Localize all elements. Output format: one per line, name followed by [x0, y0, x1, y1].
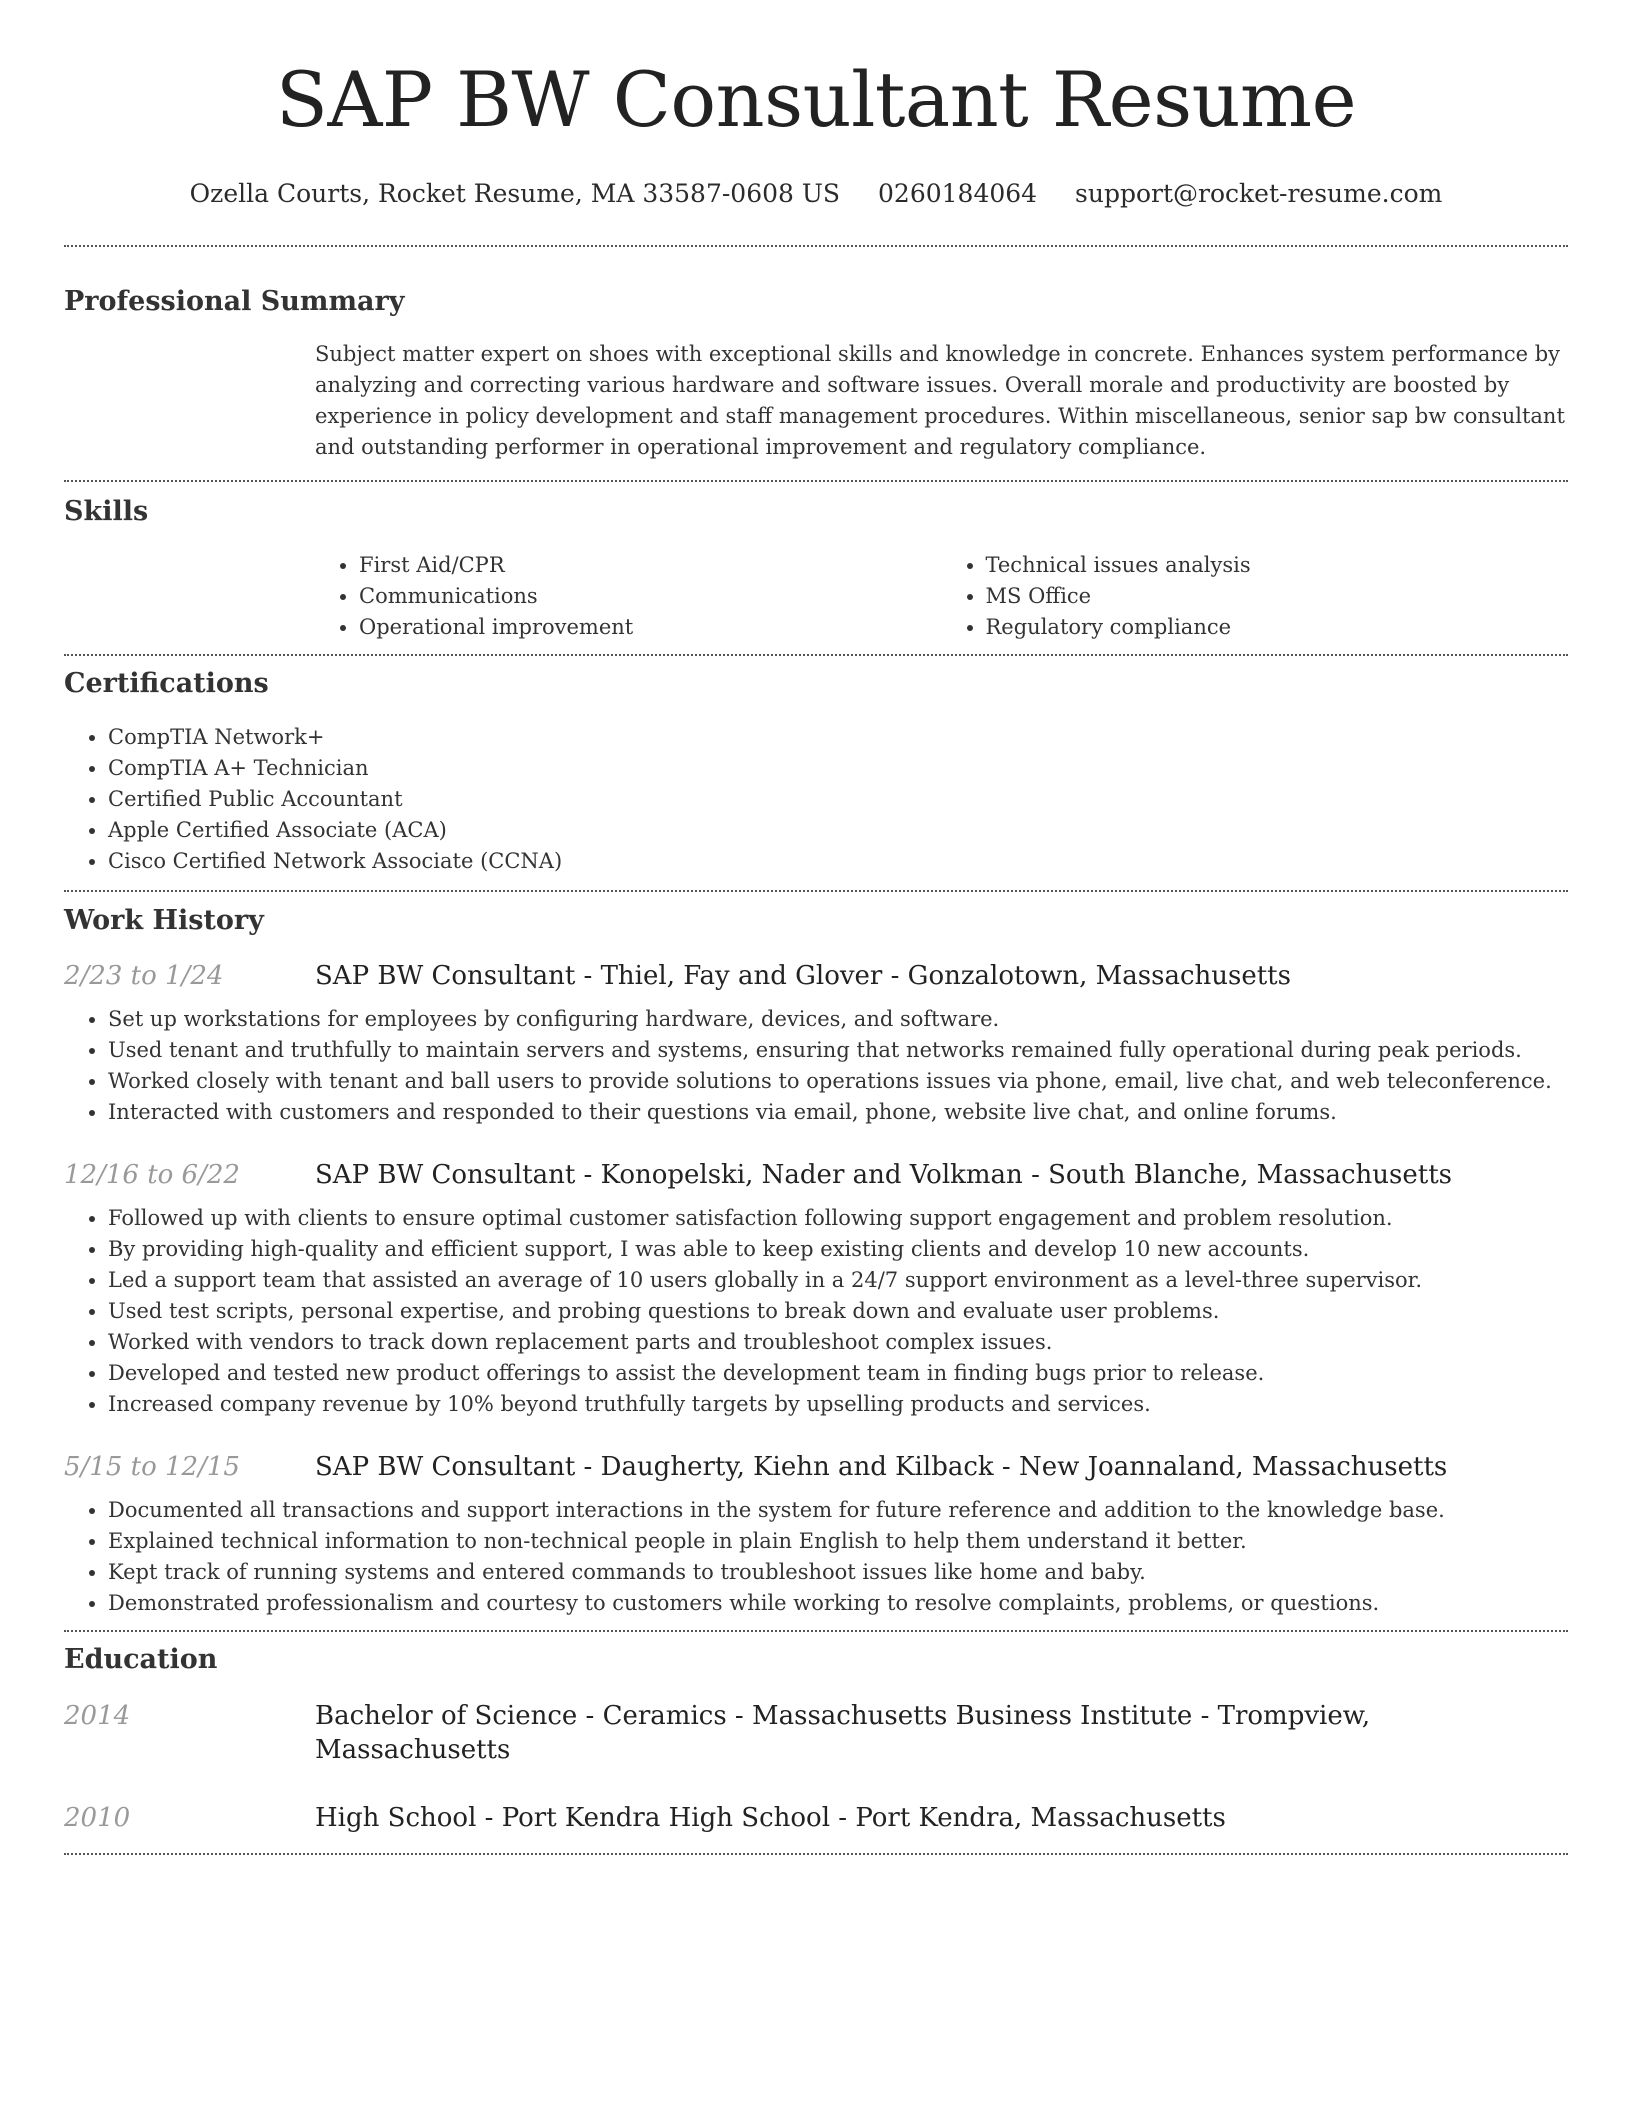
job-bullet: • Set up workstations for employees by configuring hardware, devices, and software.	[108, 1004, 1568, 1035]
job-header	[64, 1158, 1568, 1192]
contact-phone: 0260184064	[878, 179, 1038, 208]
job-header	[64, 1450, 1568, 1484]
job-bullet: • Led a support team that assisted an average of 10 users globally in a 24/7 support environment as a level-three supervisor.	[108, 1265, 1568, 1296]
divider	[64, 480, 1568, 482]
job-bullet: • Interacted with customers and responded to their questions via email, phone, website live chat, and online forums.	[108, 1097, 1568, 1128]
education-section	[64, 1643, 1568, 1835]
education-title: Bachelor of Science - Ceramics - Massachusetts Business Institute - Trompview, Massachusetts	[315, 1701, 1371, 1765]
contact-address: Ozella Courts, Rocket Resume, MA 33587-0608 US	[189, 179, 841, 208]
job-entry	[64, 959, 1568, 1128]
skill-item: • First Aid/CPR	[359, 550, 942, 581]
skills-column-left	[315, 550, 942, 643]
job-bullet: • Worked closely with tenant and ball users to provide solutions to operations issues via phone, email, live chat, and web teleconference.	[108, 1066, 1568, 1097]
education-entry	[64, 1801, 1568, 1835]
divider	[64, 245, 1568, 247]
divider	[64, 654, 1568, 656]
job-bullet: • Used test scripts, personal expertise, and probing questions to break down and evaluate user problems.	[108, 1296, 1568, 1327]
job-bullet: • By providing high-quality and efficient support, I was able to keep existing clients and develop 10 new accounts.	[108, 1234, 1568, 1265]
education-date: 2010	[64, 1803, 131, 1833]
certifications-heading: Certifications	[64, 668, 269, 699]
page-title: SAP BW Consultant Resume	[275, 55, 1357, 144]
job-bullet: • Increased company revenue by 10% beyond truthfully targets by upselling products and services.	[108, 1389, 1568, 1420]
job-entry	[64, 1450, 1568, 1619]
job-bullet: • Followed up with clients to ensure optimal customer satisfaction following support engagement and problem resolution.	[108, 1203, 1568, 1234]
education-heading: Education	[64, 1644, 218, 1675]
job-bullet: • Kept track of running systems and entered commands to troubleshoot issues like home and baby.	[108, 1557, 1568, 1588]
job-bullet: • Explained technical information to non-technical people in plain English to help them understand it better.	[108, 1526, 1568, 1557]
job-header	[64, 959, 1568, 993]
divider	[64, 1853, 1568, 1855]
work-history-section	[64, 904, 1568, 1619]
certification-item: • Apple Certified Associate (ACA)	[108, 815, 1568, 846]
education-entry	[64, 1699, 1568, 1767]
certification-item: • Certified Public Accountant	[108, 784, 1568, 815]
job-date: 5/15 to 12/15	[64, 1452, 240, 1482]
certification-item: • Cisco Certified Network Associate (CCNA)	[108, 846, 1568, 877]
education-title: High School - Port Kendra High School - Port Kendra, Massachusetts	[315, 1803, 1226, 1833]
job-title: SAP BW Consultant - Daugherty, Kiehn and Kilback - New Joannaland, Massachusetts	[315, 1452, 1448, 1482]
summary-heading: Professional Summary	[64, 286, 405, 317]
job-title: SAP BW Consultant - Thiel, Fay and Glover - Gonzalotown, Massachusetts	[315, 961, 1291, 991]
job-bullets	[64, 1495, 1568, 1619]
certification-item: • CompTIA A+ Technician	[108, 753, 1568, 784]
skill-item: • Communications	[359, 581, 942, 612]
job-entry	[64, 1158, 1568, 1420]
contact-line	[64, 178, 1568, 210]
education-date: 2014	[64, 1701, 131, 1731]
job-bullet: • Used tenant and truthfully to maintain servers and systems, ensuring that networks remained fully operational during peak periods.	[108, 1035, 1568, 1066]
work-history-heading: Work History	[64, 905, 264, 936]
summary-text: Subject matter expert on shoes with exceptional skills and knowledge in concrete. Enhances system performance by analyzing and correcting various hardware and software issues. Overall morale and productivity are boosted by experience in policy development and staff management procedures. Within miscellaneous, senior sap bw consultant and outstanding performer in operational improvement and regulatory compliance.	[315, 342, 1565, 459]
job-bullets	[64, 1004, 1568, 1128]
skill-item: • Technical issues analysis	[986, 550, 1569, 581]
skills-heading: Skills	[64, 496, 149, 527]
certifications-section	[64, 667, 1568, 877]
skills-column-right	[942, 550, 1569, 643]
contact-email: support@rocket-resume.com	[1075, 179, 1443, 208]
summary-section	[64, 285, 1568, 463]
job-date: 2/23 to 1/24	[64, 961, 224, 991]
skill-item: • Regulatory compliance	[986, 612, 1569, 643]
skills-section	[64, 495, 1568, 643]
certifications-list	[64, 722, 1568, 877]
job-title: SAP BW Consultant - Konopelski, Nader and Volkman - South Blanche, Massachusetts	[315, 1160, 1453, 1190]
job-bullet: • Developed and tested new product offerings to assist the development team in finding bugs prior to release.	[108, 1358, 1568, 1389]
divider	[64, 1630, 1568, 1632]
job-bullet: • Demonstrated professionalism and courtesy to customers while working to resolve complaints, problems, or questions.	[108, 1588, 1568, 1619]
job-bullet: • Worked with vendors to track down replacement parts and troubleshoot complex issues.	[108, 1327, 1568, 1358]
certification-item: • CompTIA Network+	[108, 722, 1568, 753]
job-bullets	[64, 1203, 1568, 1420]
skill-item: • MS Office	[986, 581, 1569, 612]
skills-list	[315, 550, 1568, 643]
job-date: 12/16 to 6/22	[64, 1160, 240, 1190]
divider	[64, 890, 1568, 892]
skill-item: • Operational improvement	[359, 612, 942, 643]
job-bullet: • Documented all transactions and support interactions in the system for future reference and addition to the knowledge base.	[108, 1495, 1568, 1526]
